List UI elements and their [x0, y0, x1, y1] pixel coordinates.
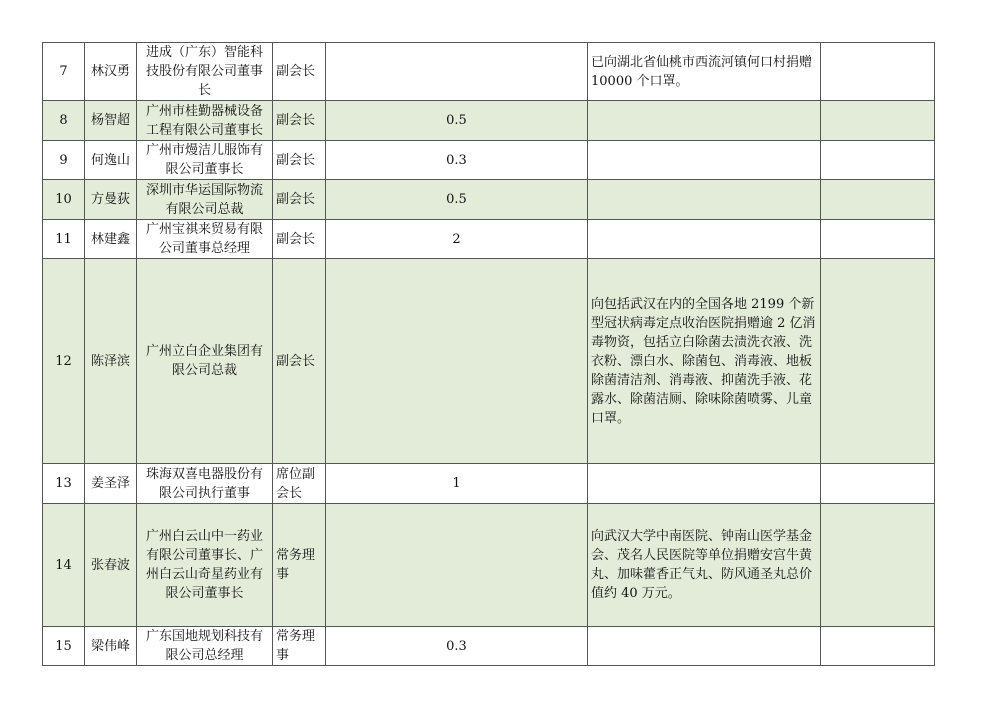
empty-cell	[821, 101, 935, 141]
association-position: 常务理事	[273, 627, 326, 666]
member-name: 梁伟峰	[85, 627, 137, 666]
donation-amount: 2	[326, 220, 588, 259]
row-number: 9	[43, 141, 85, 180]
company-title: 广州白云山中一药业有限公司董事长、广州白云山奇星药业有限公司董事长	[137, 504, 273, 627]
row-number: 11	[43, 220, 85, 259]
empty-cell	[821, 627, 935, 666]
donation-note	[588, 220, 821, 259]
empty-cell	[821, 141, 935, 180]
donation-amount: 0.3	[326, 627, 588, 666]
member-name: 方曼荻	[85, 180, 137, 220]
association-position: 副会长	[273, 180, 326, 220]
donation-note	[588, 141, 821, 180]
association-position: 副会长	[273, 101, 326, 141]
empty-cell	[821, 180, 935, 220]
donation-amount	[326, 43, 588, 101]
company-title: 深圳市华运国际物流有限公司总裁	[137, 180, 273, 220]
association-position: 副会长	[273, 220, 326, 259]
empty-cell	[821, 464, 935, 504]
donation-amount	[326, 259, 588, 464]
table-row	[43, 259, 935, 464]
table-row	[43, 464, 935, 504]
member-name: 林建鑫	[85, 220, 137, 259]
donation-note: 已向湖北省仙桃市西流河镇何口村捐赠 10000 个口罩。	[588, 43, 821, 101]
company-title: 广州立白企业集团有限公司总裁	[137, 259, 273, 464]
donation-amount: 0.3	[326, 141, 588, 180]
donation-note: 向包括武汉在内的全国各地 2199 个新型冠状病毒定点收治医院捐赠逾 2 亿消毒物资，包括立白除菌去渍洗衣液、洗衣粉、漂白水、除菌包、消毒液、地板除菌清洁剂、消毒液、抑菌洗手液、花露水、除菌洁厕、除味除菌喷雾、儿童口罩。	[588, 259, 821, 464]
row-number: 10	[43, 180, 85, 220]
donation-note	[588, 101, 821, 141]
member-name: 何逸山	[85, 141, 137, 180]
member-donation-table	[42, 42, 935, 666]
row-number: 14	[43, 504, 85, 627]
company-title: 进成（广东）智能科技股份有限公司董事长	[137, 43, 273, 101]
table-row	[43, 141, 935, 180]
company-title: 广州宝祺来贸易有限公司董事总经理	[137, 220, 273, 259]
donation-amount: 0.5	[326, 101, 588, 141]
company-title: 广州市桂勤器械设备工程有限公司董事长	[137, 101, 273, 141]
donation-note	[588, 627, 821, 666]
association-position: 副会长	[273, 43, 326, 101]
empty-cell	[821, 504, 935, 627]
table-row	[43, 220, 935, 259]
row-number: 15	[43, 627, 85, 666]
row-number: 13	[43, 464, 85, 504]
donation-note	[588, 464, 821, 504]
empty-cell	[821, 43, 935, 101]
donation-note: 向武汉大学中南医院、钟南山医学基金会、茂名人民医院等单位捐赠安宫牛黄丸、加味藿香正气丸、防风通圣丸总价值约 40 万元。	[588, 504, 821, 627]
donation-amount	[326, 504, 588, 627]
association-position: 副会长	[273, 141, 326, 180]
member-name: 陈泽滨	[85, 259, 137, 464]
member-name: 杨智超	[85, 101, 137, 141]
donation-note	[588, 180, 821, 220]
member-name: 姜圣泽	[85, 464, 137, 504]
row-number: 7	[43, 43, 85, 101]
association-position: 副会长	[273, 259, 326, 464]
table-row	[43, 43, 935, 101]
empty-cell	[821, 259, 935, 464]
table-row	[43, 627, 935, 666]
donation-amount: 1	[326, 464, 588, 504]
member-name: 张春波	[85, 504, 137, 627]
row-number: 8	[43, 101, 85, 141]
member-name: 林汉勇	[85, 43, 137, 101]
association-position: 席位副会长	[273, 464, 326, 504]
table-row	[43, 101, 935, 141]
company-title: 广州市熳洁儿服饰有限公司董事长	[137, 141, 273, 180]
company-title: 广东国地规划科技有限公司总经理	[137, 627, 273, 666]
company-title: 珠海双喜电器股份有限公司执行董事	[137, 464, 273, 504]
table-row	[43, 504, 935, 627]
row-number: 12	[43, 259, 85, 464]
table-row	[43, 180, 935, 220]
empty-cell	[821, 220, 935, 259]
donation-amount: 0.5	[326, 180, 588, 220]
association-position: 常务理事	[273, 504, 326, 627]
